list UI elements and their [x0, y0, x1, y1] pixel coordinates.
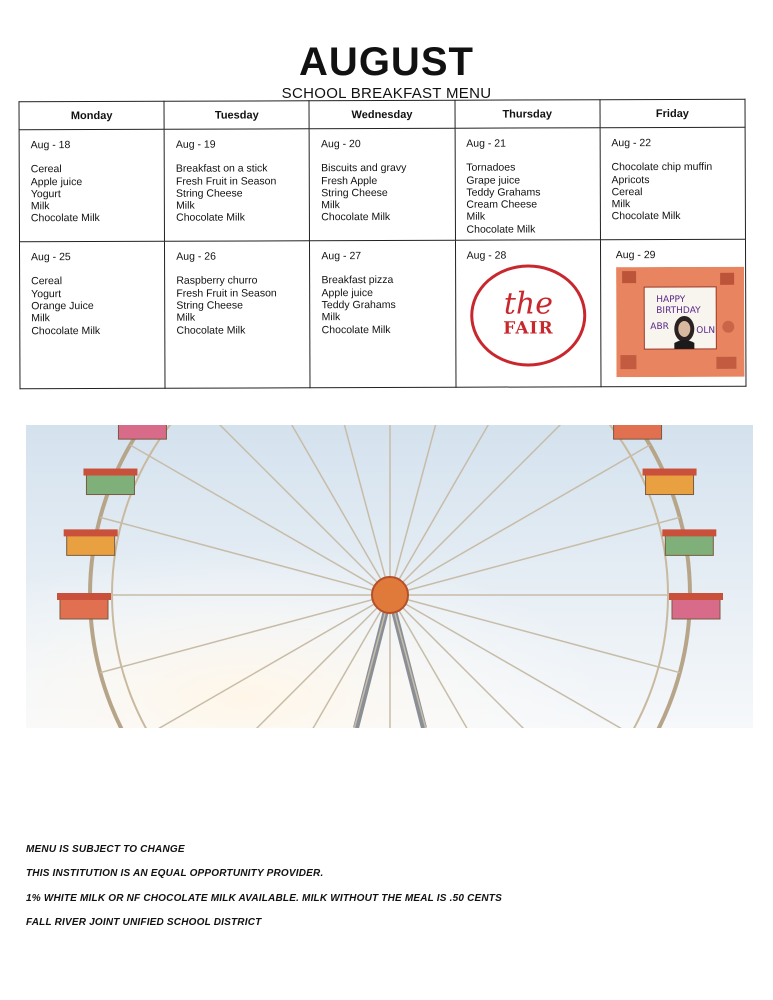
header-row	[19, 99, 745, 130]
cell-date: Aug - 21	[466, 137, 506, 150]
menu-item: Tornadoes	[466, 161, 516, 175]
menu-item: Apricots	[611, 173, 650, 186]
menu-item: Yogurt	[30, 188, 61, 201]
footer-note-change: MENU IS SUBJECT TO CHANGE	[26, 844, 185, 855]
menu-cell	[164, 129, 310, 242]
menu-item: Teddy Grahams	[321, 298, 396, 312]
menu-cell	[310, 240, 456, 388]
cell-date: Aug - 27	[321, 250, 362, 263]
menu-item: Biscuits and gravy	[321, 162, 407, 175]
day-header-thursday: Thursday	[455, 100, 600, 129]
cell-date: Aug - 22	[611, 137, 652, 150]
menu-item: Breakfast on a stick	[175, 162, 268, 176]
menu-item: Teddy Grahams	[466, 186, 541, 199]
cell-date: Aug - 28	[466, 249, 507, 262]
menu-item: Yogurt	[31, 287, 62, 300]
footer-note-equal-opportunity: THIS INSTITUTION IS AN EQUAL OPPORTUNITY PROVIDER.	[26, 868, 324, 879]
menu-item: Milk	[611, 198, 631, 211]
fair-logo	[467, 265, 591, 367]
cell-date: Aug - 29	[615, 249, 656, 262]
card-line-3a: ABR	[650, 322, 669, 333]
fair-logo-word: FAIR	[503, 318, 554, 339]
menu-item: Chocolate Milk	[611, 210, 681, 223]
menu-cell	[455, 240, 601, 388]
menu-item: Milk	[176, 311, 196, 324]
week-row-2	[19, 239, 746, 389]
menu-item: Chocolate Milk	[30, 212, 100, 225]
menu-item: Apple juice	[321, 286, 373, 299]
menu-table	[18, 99, 746, 390]
ferris-wheel-photo	[26, 425, 753, 728]
cell-date: Aug - 20	[321, 138, 361, 151]
cell-date: Aug - 19	[175, 138, 216, 151]
menu-item: Chocolate Milk	[31, 324, 101, 337]
card-line-3b: OLN	[696, 326, 715, 337]
menu-item: Raspberry churro	[176, 274, 258, 288]
menu-item: Milk	[321, 199, 340, 212]
day-header-wednesday: Wednesday	[309, 100, 454, 129]
menu-item: String Cheese	[321, 186, 388, 200]
menu-cell	[309, 128, 455, 241]
menu-item: Chocolate Milk	[321, 211, 391, 224]
menu-item: Chocolate Milk	[321, 323, 391, 336]
menu-item: Fresh Fruit in Season	[175, 174, 277, 188]
card-line-1: HAPPY	[655, 295, 686, 306]
birthday-card-image	[616, 267, 744, 377]
menu-item: Cereal	[30, 163, 62, 176]
day-header-tuesday: Tuesday	[164, 101, 309, 130]
menu-item: Fresh Fruit in Season	[176, 287, 277, 300]
menu-cell	[165, 241, 311, 389]
fair-logo-circle	[470, 265, 586, 367]
day-header-friday: Friday	[600, 99, 745, 128]
menu-item: String Cheese	[176, 299, 243, 312]
menu-item: Cereal	[31, 275, 63, 288]
footer-note-district: FALL RIVER JOINT UNIFIED SCHOOL DISTRICT	[26, 917, 262, 928]
menu-item: Milk	[466, 211, 486, 224]
fair-logo-the: the	[503, 286, 553, 322]
menu-item: Milk	[176, 199, 195, 212]
menu-item: Chocolate Milk	[176, 324, 246, 337]
menu-item: Cream Cheese	[466, 198, 538, 211]
menu-item: Milk	[31, 312, 50, 325]
menu-cell	[455, 128, 601, 241]
menu-item: Grape juice	[466, 174, 521, 187]
menu-cell	[600, 239, 746, 387]
menu-item: Breakfast pizza	[321, 274, 394, 287]
menu-item: Chocolate Milk	[176, 211, 245, 225]
menu-item: Chocolate Milk	[466, 223, 536, 236]
cell-date: Aug - 18	[30, 139, 71, 152]
menu-item: Cereal	[611, 185, 643, 199]
menu-item: Apple juice	[30, 175, 83, 188]
card-line-2: BIRTHDAY	[655, 306, 701, 317]
menu-item: String Cheese	[175, 187, 243, 200]
day-header-monday: Monday	[19, 101, 164, 130]
cell-date: Aug - 25	[31, 251, 71, 264]
menu-item: Fresh Apple	[321, 174, 378, 187]
menu-item: Orange Juice	[31, 299, 94, 313]
page-title: AUGUST	[299, 40, 474, 84]
menu-item: Milk	[30, 200, 50, 213]
menu-cell	[19, 241, 165, 389]
footer-note-milk: 1% WHITE MILK OR NF CHOCOLATE MILK AVAILABLE. MILK WITHOUT THE MEAL IS .50 CENTS	[26, 893, 502, 904]
page-subtitle: SCHOOL BREAKFAST MENU	[281, 85, 492, 102]
menu-cell	[600, 127, 746, 240]
menu-item: Chocolate chip muffin	[611, 161, 713, 174]
menu-cell	[19, 129, 165, 242]
cell-date: Aug - 26	[176, 250, 216, 263]
week-row-1	[19, 127, 745, 242]
menu-item: Milk	[321, 311, 341, 324]
